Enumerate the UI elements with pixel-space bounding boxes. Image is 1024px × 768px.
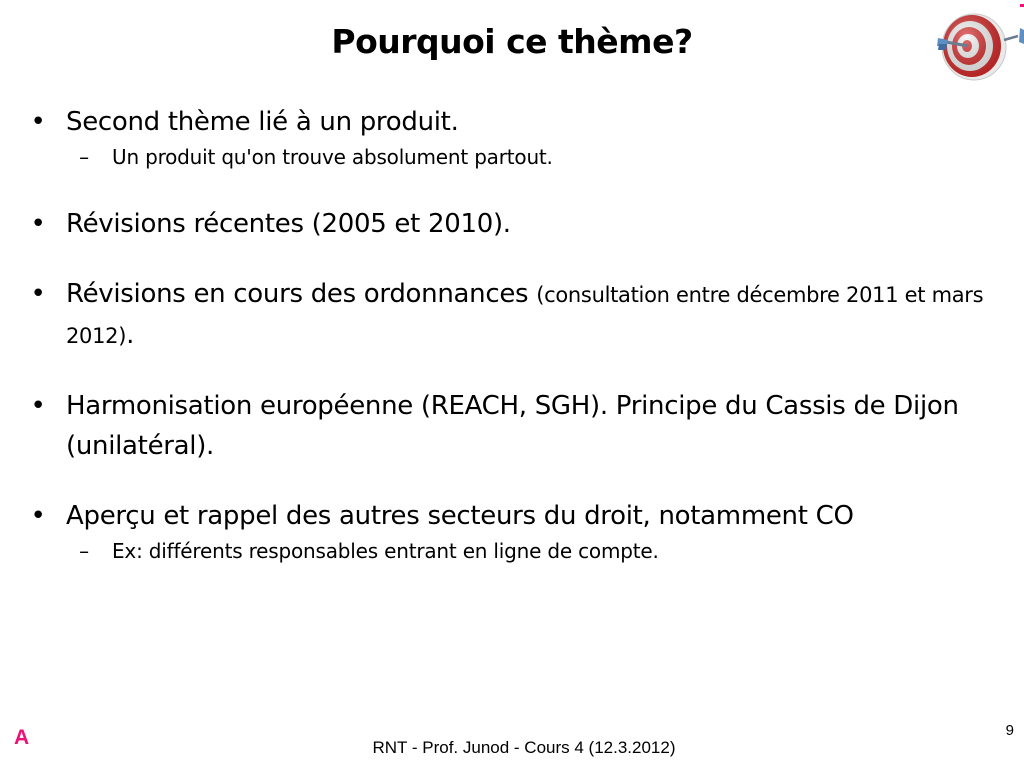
bullet-list — [28, 102, 1018, 566]
sub-bullet-item — [28, 536, 1018, 566]
bullet-marker: • — [30, 107, 46, 137]
corner-mark: A — [14, 726, 30, 749]
bullet-item — [28, 204, 1018, 244]
bullet-text: Révisions récentes (2005 et 2010). — [66, 209, 511, 239]
sub-bullet-item — [28, 142, 1018, 172]
bullet-text: Harmonisation européenne (REACH, SGH). Principe du Cassis de Dijon (unilatéral). — [66, 391, 959, 461]
footer-text: RNT - Prof. Junod - Cours 4 (12.3.2012) — [372, 738, 676, 757]
sub-bullet-marker: – — [79, 145, 89, 169]
target-dart-icon — [934, 4, 1024, 84]
sub-bullet-marker: – — [79, 539, 89, 563]
bullet-marker: • — [30, 279, 46, 309]
bullet-small-text: (consultation entre décembre 2011 et mars 2012) — [66, 283, 984, 348]
bullet-marker: • — [30, 209, 46, 239]
page-number: 9 — [1005, 722, 1014, 739]
slide-title: Pourquoi ce thème? — [331, 22, 693, 61]
bullet-text: Révisions en cours des ordonnances — [66, 279, 529, 309]
bullet-item — [28, 274, 1018, 356]
sub-bullet-text: Un produit qu'on trouve absolument partout. — [112, 145, 553, 169]
bullet-marker: • — [30, 501, 46, 531]
bullet-text: Second thème lié à un produit. — [66, 107, 459, 137]
bullet-item — [28, 496, 1018, 566]
bullet-item — [28, 386, 1018, 466]
bullet-tail: . — [126, 320, 135, 350]
bullet-text: Aperçu et rappel des autres secteurs du droit, notamment CO — [66, 501, 854, 531]
bullet-marker: • — [30, 391, 46, 421]
bullet-item — [28, 102, 1018, 172]
sub-bullet-text: Ex: différents responsables entrant en ligne de compte. — [112, 539, 659, 563]
